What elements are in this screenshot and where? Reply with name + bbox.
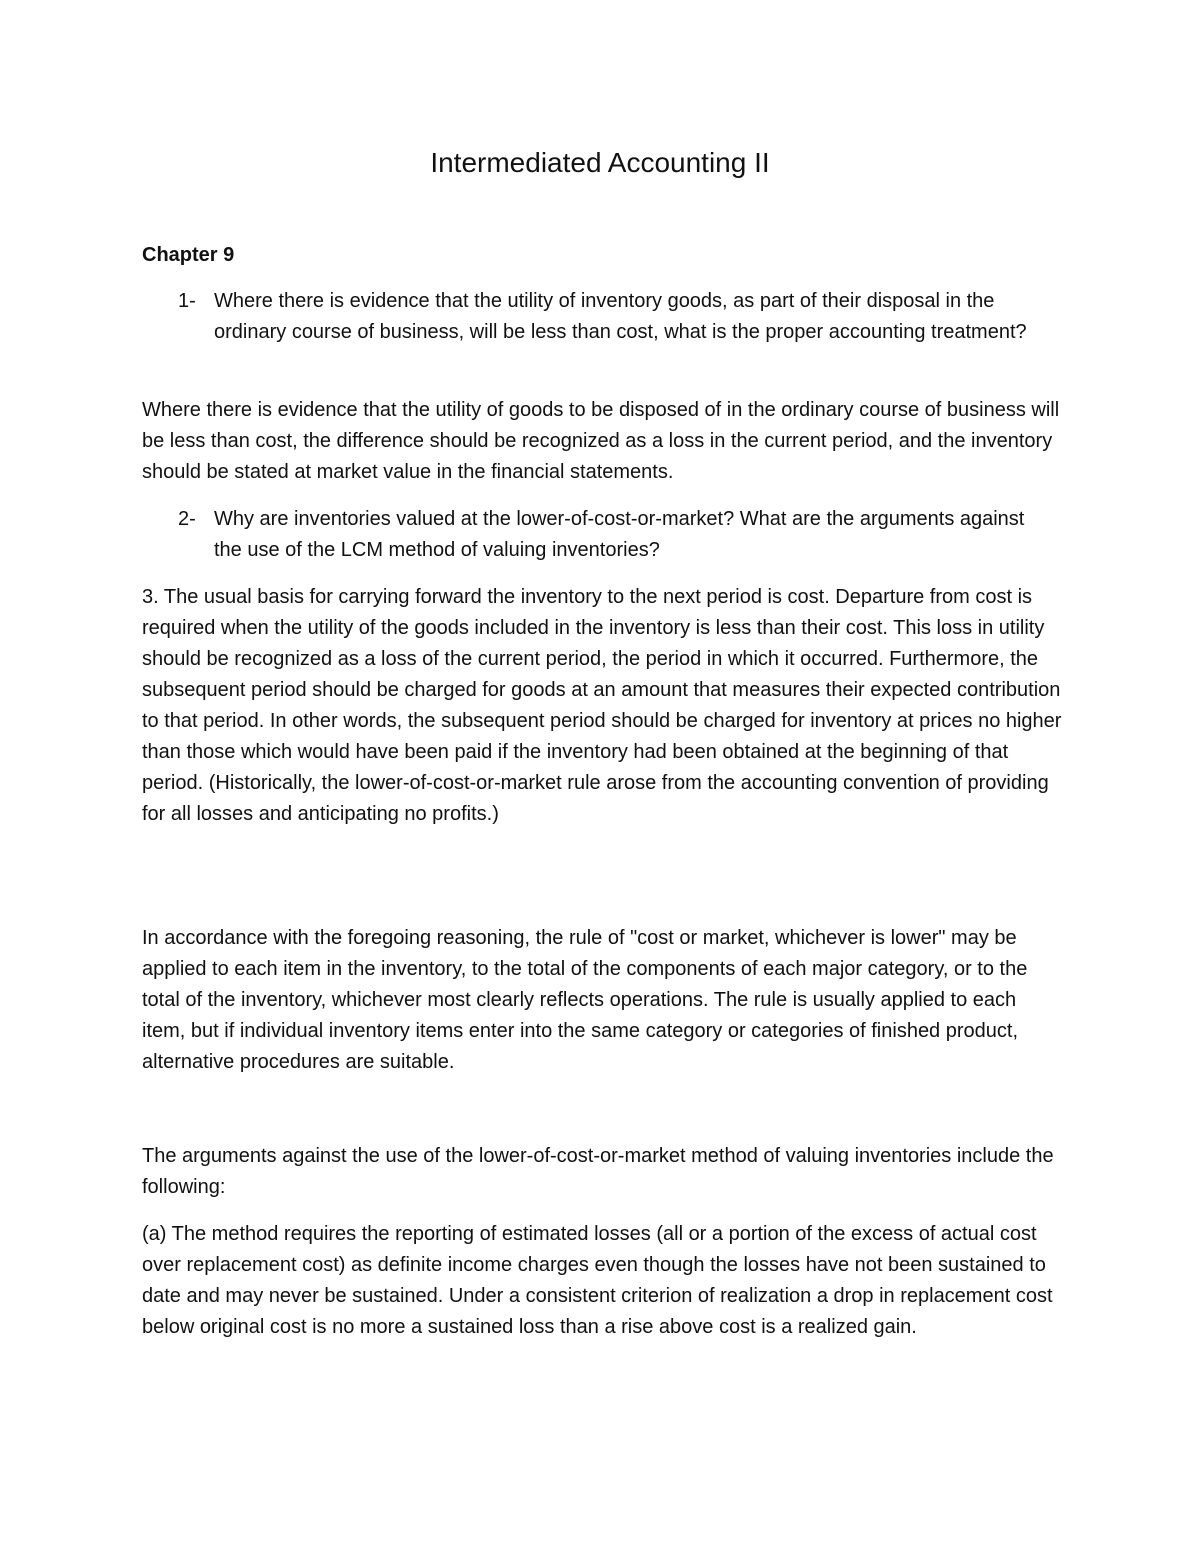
- question-2: [142, 504, 1062, 566]
- question-1-text: Where there is evidence that the utility of inventory goods, as part of their disposal in the ordinary course of business, will be less than cost, what is the proper accounting treatment?: [214, 290, 1027, 343]
- answer-2-paragraph-4: (a) The method requires the reporting of estimated losses (all or a portion of the excess of actual cost over replacement cost) as definite income charges even though the losses have not been sustained to date and may never be sustained. Under a consistent criterion of realization a drop in replacement cost below original cost is no more a sustained loss than a rise above cost is a realized gain.: [142, 1223, 1053, 1338]
- question-1: [142, 286, 1062, 348]
- chapter-heading: Chapter 9: [142, 244, 235, 266]
- answer-2-paragraph-3: The arguments against the use of the lower-of-cost-or-market method of valuing inventories include the following:: [142, 1145, 1054, 1198]
- question-2-number: 2-: [178, 508, 196, 530]
- document-title: Intermediated Accounting II: [430, 147, 770, 178]
- answer-1-paragraph: Where there is evidence that the utility of goods to be disposed of in the ordinary course of business will be less than cost, the difference should be recognized as a loss in the current period, and the inventory should be stated at market value in the financial statements.: [142, 399, 1060, 483]
- answer-2-paragraph-1: 3. The usual basis for carrying forward the inventory to the next period is cost. Departure from cost is required when the utility of the goods included in the inventory is less than their cost. This loss in utility should be recognized as a loss of the current period, the period in which it occurred. Furthermore, the subsequent period should be charged for goods at an amount that measures their expected contribution to that period. In other words, the subsequent period should be charged for inventory at prices no higher than those which would have been paid if the inventory had been obtained at the beginning of that period. (Historically, the lower-of-cost-or-market rule arose from the accounting convention of providing for all losses and anticipating no profits.): [142, 586, 1062, 825]
- answer-2-paragraph-2: In accordance with the foregoing reasoning, the rule of "cost or market, whichever is lower" may be applied to each item in the inventory, to the total of the components of each major category, or to the total of the inventory, whichever most clearly reflects operations. The rule is usually applied to each item, but if individual inventory items enter into the same category or categories of finished product, alternative procedures are suitable.: [142, 927, 1028, 1073]
- question-2-text: Why are inventories valued at the lower-of-cost-or-market? What are the arguments against the use of the LCM method of valuing inventories?: [214, 508, 1025, 561]
- question-1-number: 1-: [178, 290, 196, 312]
